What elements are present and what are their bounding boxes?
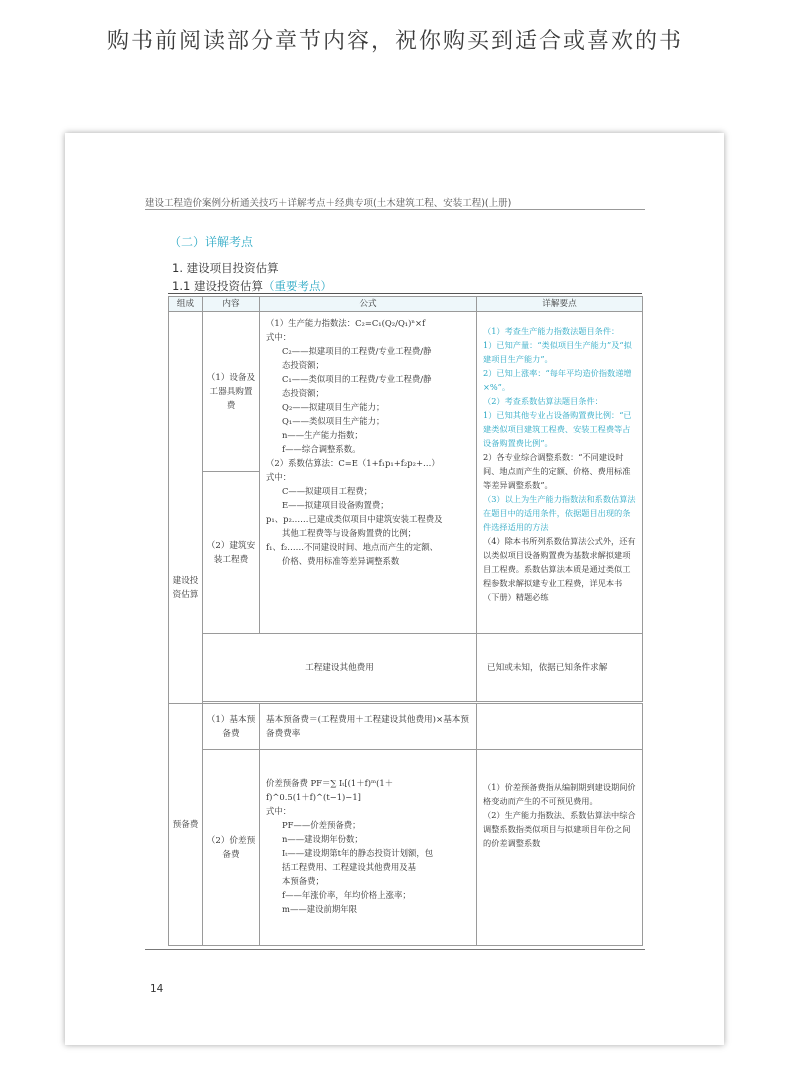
formula-line: Q₁——类似项目生产能力； bbox=[282, 416, 385, 426]
formula-line: 括工程费用、工程建设其他费用及基 bbox=[282, 862, 416, 872]
cost-estimate-table bbox=[168, 296, 643, 946]
formula-cell-engineering bbox=[260, 312, 477, 634]
group-cell-construction: 建设投资估算 bbox=[169, 312, 203, 704]
formula-line: 态投资额； bbox=[282, 388, 324, 398]
formula-line: p₁、p₂……已建成类似项目中建筑安装工程费及 bbox=[266, 514, 443, 524]
sub-cell-other-costs: 工程建设其他费用 bbox=[203, 634, 477, 702]
note-line: 1）已知产量：“类似项目生产能力”及“拟建项目生产能力”。 bbox=[483, 340, 632, 364]
table-row bbox=[169, 312, 643, 472]
formula-line: C——拟建项目工程费； bbox=[282, 486, 373, 496]
formula-line: Iₜ——建设期第t年的静态投资计划额，包 bbox=[282, 848, 434, 858]
item-cell-equipment: （1）设备及工器具购置费 bbox=[203, 312, 260, 472]
formula-line: f₁、f₂……不同建设时间、地点而产生的定额、 bbox=[266, 542, 439, 552]
formula-line: 价格、费用标准等差异调整系数 bbox=[282, 556, 400, 566]
formula-line: f——综合调整系数。 bbox=[282, 444, 361, 454]
formula-line: 式中： bbox=[266, 806, 292, 816]
item-cell-basic-reserve: （1）基本预备费 bbox=[203, 704, 260, 750]
header-cell: 公式 bbox=[260, 297, 477, 312]
formula-line: n——建设期年份数； bbox=[282, 834, 363, 844]
note-line: （2）生产能力指数法、系数估算法中综合调整系数指类似项目与拟建项目年份之间的价差调整系数 bbox=[483, 810, 636, 848]
note-line: 2）各专业综合调整系数：“不同建设时间、地点而产生的定额、价格、费用标准等差异调整系数”。 bbox=[483, 452, 631, 490]
formula-line: n——生产能力指数； bbox=[282, 430, 363, 440]
heading-1: 1. 建设项目投资估算 bbox=[172, 261, 279, 275]
formula-line: f)^0.5(1＋f)^(t−1)−1] bbox=[266, 792, 361, 802]
item-cell-building: （2）建筑安装工程费 bbox=[203, 472, 260, 634]
running-head: 建设工程造价案例分析通关技巧＋详解考点＋经典专项(土木建筑工程、安装工程)(上册) bbox=[145, 198, 512, 209]
header-rule bbox=[145, 209, 645, 210]
formula-line: 式中： bbox=[266, 332, 292, 342]
note-line: （4）除本书所列系数估算法公式外，还有以类似项目设备购置费为基数求解拟建项目工程费。系数估算法本质是通过类似工程参数求解拟建专业工程费，详见本书（下册）精题必练 bbox=[483, 536, 636, 602]
formula-cell-basic-reserve: 基本预备费＝(工程费用＋工程建设其他费用)×基本预备费费率 bbox=[260, 704, 477, 750]
note-line: 2）已知上涨率：“每年平均造价指数递增×%”。 bbox=[483, 368, 632, 392]
formula-line: Q₂——拟建项目生产能力； bbox=[282, 402, 385, 412]
header-cell: 详解要点 bbox=[477, 297, 643, 312]
notes-cell-engineering bbox=[477, 312, 643, 634]
formula-line: 本预备费； bbox=[282, 876, 324, 886]
note-line: （1）价差预备费指从编制期到建设期间价格变动而产生的不可预见费用。 bbox=[483, 782, 636, 806]
table-row bbox=[169, 750, 643, 946]
formula-cell-other: 已知或未知，依据已知条件求解 bbox=[477, 634, 643, 702]
heading-rule bbox=[168, 293, 642, 294]
item-cell-price-reserve: （2）价差预备费 bbox=[203, 750, 260, 946]
note-line: （2）考查系数估算法题目条件： bbox=[483, 396, 603, 406]
heading-2-tag: （重要考点） bbox=[262, 279, 332, 293]
note-line: （3）以上为生产能力指数法和系数估算法在题目中的适用条件，依据题目出现的条件选择适用的方法 bbox=[483, 494, 636, 532]
table-row bbox=[169, 704, 643, 750]
formula-line: C₂——拟建项目的工程费/专业工程费/静 bbox=[282, 346, 432, 356]
header-cell: 内容 bbox=[203, 297, 260, 312]
table-row bbox=[169, 634, 643, 702]
formula-line: （2）系数估算法：C=E（1+f₁p₁+f₂p₂+…） bbox=[266, 458, 440, 468]
note-line: 1）已知其他专业占设备购置费比例：“已建类似项目建筑工程费、安装工程费等占设备购置费比例”。 bbox=[483, 410, 632, 448]
formula-line: 其他工程费等与设备购置费的比例； bbox=[282, 528, 416, 538]
page-number: 14 bbox=[150, 983, 164, 995]
formula-line: 式中： bbox=[266, 472, 292, 482]
formula-line: f——年涨价率，年均价格上涨率； bbox=[282, 890, 411, 900]
note-line: （1）考查生产能力指数法题目条件： bbox=[483, 326, 620, 336]
formula-line: 态投资额； bbox=[282, 360, 324, 370]
notes-cell-basic-reserve bbox=[477, 704, 643, 750]
promo-banner: 购书前阅读部分章节内容，祝你购买到适合或喜欢的书 bbox=[106, 29, 683, 54]
formula-line: C₁——类似项目的工程费/专业工程费/静 bbox=[282, 374, 432, 384]
formula-line: E——拟建项目设备购置费； bbox=[282, 500, 389, 510]
formula-line: （1）生产能力指数法：C₂=C₁(Q₂/Q₁)ⁿ×f bbox=[266, 318, 426, 328]
formula-line: 价差预备费 PF＝∑ Iₜ[(1＋f)ᵐ(1＋ bbox=[266, 778, 394, 788]
formula-line: m——建设前期年限 bbox=[282, 904, 357, 914]
book-page bbox=[65, 133, 724, 1045]
notes-cell-price-reserve bbox=[477, 750, 643, 946]
heading-2 bbox=[172, 278, 332, 294]
section-title: （二）详解考点 bbox=[169, 235, 254, 249]
heading-2-text: 1.1 建设投资估算 bbox=[172, 279, 263, 293]
header-cell: 组成 bbox=[169, 297, 203, 312]
table-header-row bbox=[169, 297, 643, 312]
group-cell-reserve: 预备费 bbox=[169, 704, 203, 946]
formula-line: PF——价差预备费； bbox=[282, 820, 361, 830]
table-bottom-rule bbox=[145, 949, 645, 950]
formula-cell-price-reserve bbox=[260, 750, 477, 946]
